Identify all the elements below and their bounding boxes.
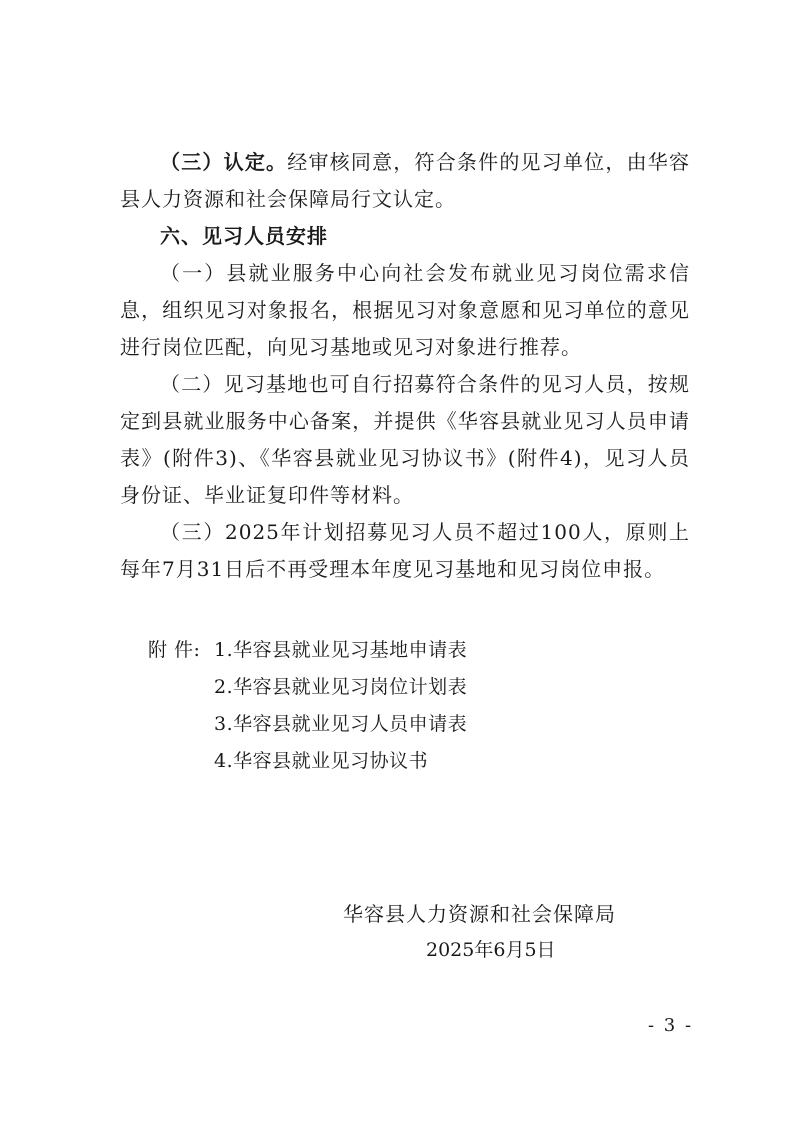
- section3-text: 经审核同意，符合条件的见习单位，由华容县人力资源和社会保障局行文认定。: [120, 150, 690, 211]
- section3-label: （三）认定。: [160, 150, 288, 174]
- attachment-item-2: 2.华容县就业见习岗位计划表: [214, 676, 468, 698]
- attachment-row: [148, 743, 467, 780]
- signature-date: 2025年6月5日: [426, 939, 556, 961]
- paragraph-item-2: （二）见习基地也可自行招募符合条件的见习人员，按规定到县就业服务中心备案，并提供《华容县就业见习人员申请表》(附件3)、《华容县就业见习协议书》(附件4)，见习人员身份证、毕业证复印件等材料。: [120, 372, 690, 507]
- paragraph-section3: [120, 144, 690, 218]
- attachment-row: [148, 632, 467, 669]
- paragraph-item-3: （三）2025年计划招募见习人员不超过100人，原则上每年7月31日后不再受理本年度见习基地和见习岗位申报。: [120, 520, 690, 581]
- attachment-row: [148, 706, 467, 743]
- attachment-row: [148, 669, 467, 706]
- attachment-item-1: 1.华容县就业见习基地申请表: [214, 639, 468, 661]
- page-number: - 3 -: [648, 1015, 694, 1036]
- attachment-item-4: 4.华容县就业见习协议书: [214, 750, 429, 772]
- attachment-item-3: 3.华容县就业见习人员申请表: [214, 713, 468, 735]
- paragraph-item-1: （一）县就业服务中心向社会发布就业见习岗位需求信息，组织见习对象报名，根据见习对象意愿和见习单位的意见进行岗位匹配，向见习基地或见习对象进行推荐。: [120, 261, 690, 359]
- section6-heading: 六、见习人员安排: [160, 224, 328, 248]
- signature-org: 华容县人力资源和社会保障局: [343, 902, 616, 926]
- attachments-label: 附 件:: [148, 639, 201, 661]
- attachments-block: [148, 632, 467, 780]
